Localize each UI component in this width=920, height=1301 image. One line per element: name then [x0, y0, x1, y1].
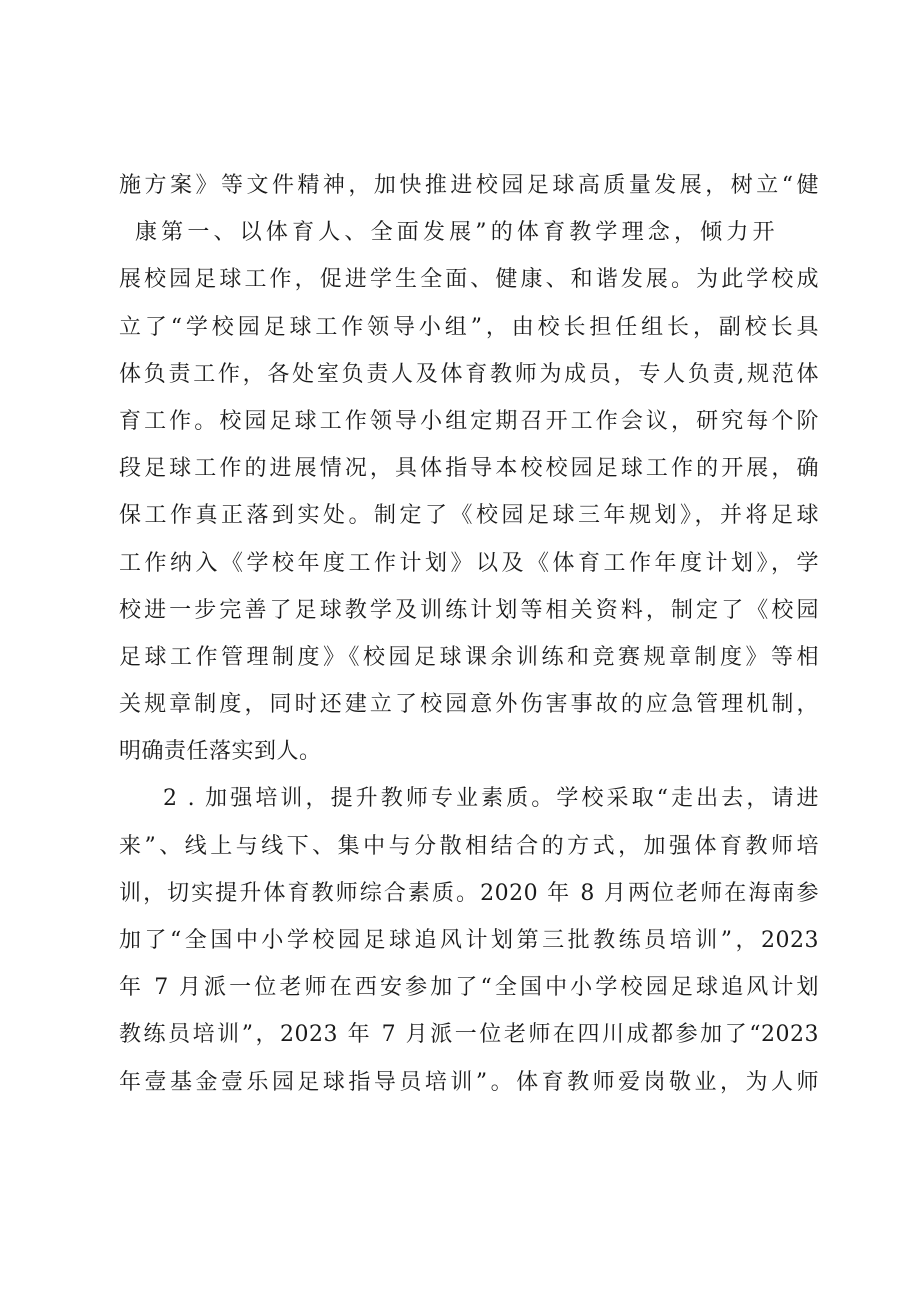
- text-line: 明确责任落实到人。: [119, 739, 322, 765]
- text-line: 教练员培训”，2023 年 7 月派一位老师在四川成都参加了“2023: [119, 1022, 819, 1048]
- text-line: 年壹基金壹乐园足球指导员培训”。体育教师爱岗敬业，为人师: [119, 1069, 819, 1095]
- text-line: 段足球工作的进展情况，具体指导本校校园足球工作的开展，确: [119, 456, 819, 482]
- text-line: 校进一步完善了足球教学及训练计划等相关资料，制定了《校园: [119, 597, 819, 623]
- document-body: [119, 162, 819, 1106]
- text-line: 足球工作管理制度》《校园足球课余训练和竞赛规章制度》等相: [119, 644, 819, 670]
- text-line: 训，切实提升体育教师综合素质。2020 年 8 月两位老师在海南参: [119, 880, 819, 906]
- text-line: 工作纳入《学校年度工作计划》以及《体育工作年度计划》，学: [119, 550, 819, 576]
- text-line: 康第一、以体育人、全面发展”的体育教学理念，倾力开: [135, 220, 775, 246]
- text-line: 加了“全国中小学校园足球追风计划第三批教练员培训”，2023: [119, 928, 819, 953]
- text-line: 展校园足球工作，促进学生全面、健康、和谐发展。为此学校成: [119, 267, 819, 293]
- text-line: 施方案》等文件精神，加快推进校园足球高质量发展，树立“健: [119, 173, 819, 198]
- text-line: 保工作真正落到实处。制定了《校园足球三年规划》，并将足球: [119, 503, 819, 529]
- text-line: 体负责工作，各处室负责人及体育教师为成员，专人负责,规范体: [119, 361, 819, 387]
- text-line: 年 7 月派一位老师在西安参加了“全国中小学校园足球追风计划: [119, 975, 819, 1001]
- text-line: 来”、线上与线下、集中与分散相结合的方式，加强体育教师培: [119, 833, 819, 859]
- text-line: 立了“学校园足球工作领导小组”，由校长担任组长，副校长具: [119, 314, 819, 340]
- paragraph-first-line: 2 . 加强培训，提升教师专业素质。学校采取“走出去，请进: [163, 786, 819, 812]
- text-line: 关规章制度，同时还建立了校园意外伤害事故的应急管理机制，: [119, 692, 819, 718]
- text-line: 育工作。校园足球工作领导小组定期召开工作会议，研究每个阶: [119, 408, 819, 434]
